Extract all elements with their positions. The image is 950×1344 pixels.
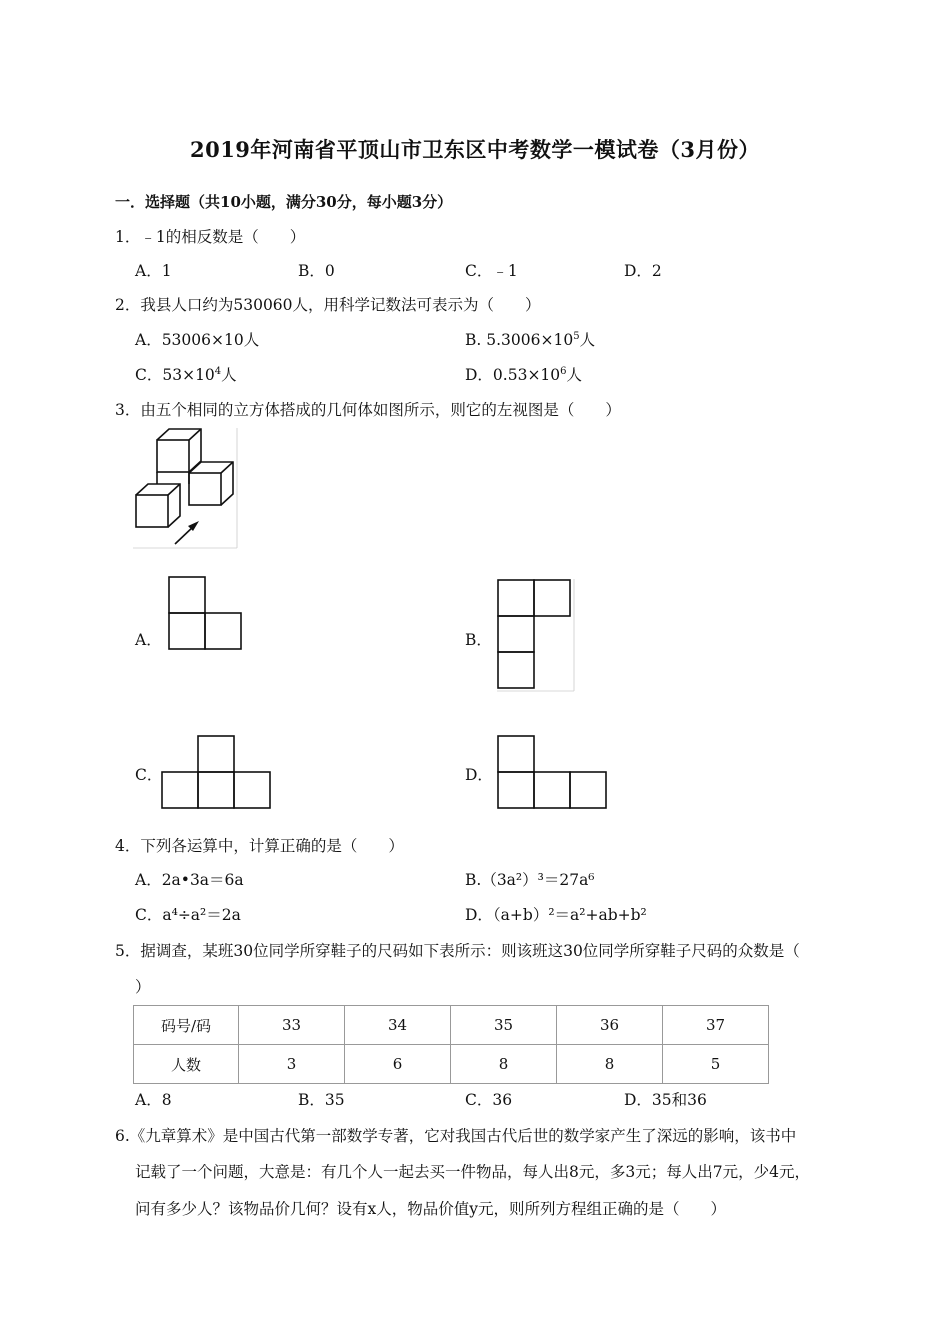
q3-option-d-label: D． [465, 766, 493, 784]
table-cell: 8 [451, 1045, 557, 1084]
question-6-line-3: 问有多少人？该物品价几何？设有x人，物品价值y元，则所列方程组正确的是（ ） [135, 1200, 727, 1218]
question-6: 6.《九章算术》是中国古代第一部数学专著，它对我国古代后世的数学家产生了深远的影响，该书中 [115, 1127, 797, 1145]
question-1: 1．﹣1的相反数是（ ） [115, 228, 306, 246]
table-cell: 5 [663, 1045, 769, 1084]
table-cell: 33 [239, 1006, 345, 1045]
q2-option-d: D．$0.53\times 10^6$人 [465, 365, 583, 384]
q1-option-b: B．0 [298, 262, 335, 280]
q2-option-b: B. $5.3006\times 10^5$人 [465, 330, 596, 349]
q3-option-c-figure [161, 735, 273, 810]
question-2: 2．我县人口约为530060人，用科学记数法可表示为（ ） [115, 296, 541, 314]
q3-option-d-figure [497, 735, 609, 810]
q1-option-a: A．1 [135, 262, 172, 280]
q1-option-c: C．﹣1 [465, 262, 518, 280]
q2-option-c: C．$53\times 10^4$人 [135, 365, 237, 384]
table-cell: 3 [239, 1045, 345, 1084]
question-5: 5．据调查，某班30位同学所穿鞋子的尺码如下表所示：则该班这30位同学所穿鞋子尺码的众数是（ [115, 942, 800, 960]
table-row [134, 1045, 769, 1084]
question-5-continued: ） [135, 978, 151, 996]
table-row [134, 1006, 769, 1045]
table-cell: 36 [557, 1006, 663, 1045]
q1-option-d: D．2 [624, 262, 662, 280]
q3-option-b-label: B． [465, 631, 492, 649]
shoe-size-table [133, 1005, 769, 1084]
q5-option-a: A．8 [135, 1091, 172, 1109]
table-cell: 人数 [134, 1045, 239, 1084]
question-4: 4．下列各运算中，计算正确的是（ ） [115, 837, 404, 855]
table-cell: 34 [345, 1006, 451, 1045]
table-cell: 8 [557, 1045, 663, 1084]
q3-option-c-label: C． [135, 766, 163, 784]
question-3: 3．由五个相同的立方体搭成的几何体如图所示，则它的左视图是（ ） [115, 401, 621, 419]
q5-option-d: D．35和36 [624, 1091, 707, 1109]
q4-option-d: D．（a+b）²＝a²+ab+b² [465, 906, 647, 924]
q3-option-a-label: A． [135, 631, 162, 649]
question-6-line-2: 记载了一个问题，大意是：有几个人一起去买一件物品，每人出8元，多3元；每人出7元，少4元， [135, 1163, 810, 1181]
table-cell: 37 [663, 1006, 769, 1045]
q4-option-c: C．a⁴÷a²＝2a [135, 906, 241, 924]
q4-option-a: A．2a•3a＝6a [135, 871, 244, 889]
q5-option-c: C．36 [465, 1091, 513, 1109]
table-cell: 35 [451, 1006, 557, 1045]
q4-option-b: B.（3a²）³＝27a⁶ [465, 871, 595, 889]
page-title: 2019年河南省平顶山市卫东区中考数学一模试卷（3月份） [189, 137, 761, 162]
q2-option-a: A．53006×10人 [135, 331, 260, 349]
q3-option-b-figure [497, 579, 577, 694]
q5-option-b: B．35 [298, 1091, 345, 1109]
table-cell: 6 [345, 1045, 451, 1084]
section-heading: 一．选择题（共10小题，满分30分，每小题3分） [115, 193, 453, 211]
q3-option-a-figure [168, 576, 243, 651]
cube-solid-figure [133, 428, 243, 553]
table-cell: 码号/码 [134, 1006, 239, 1045]
